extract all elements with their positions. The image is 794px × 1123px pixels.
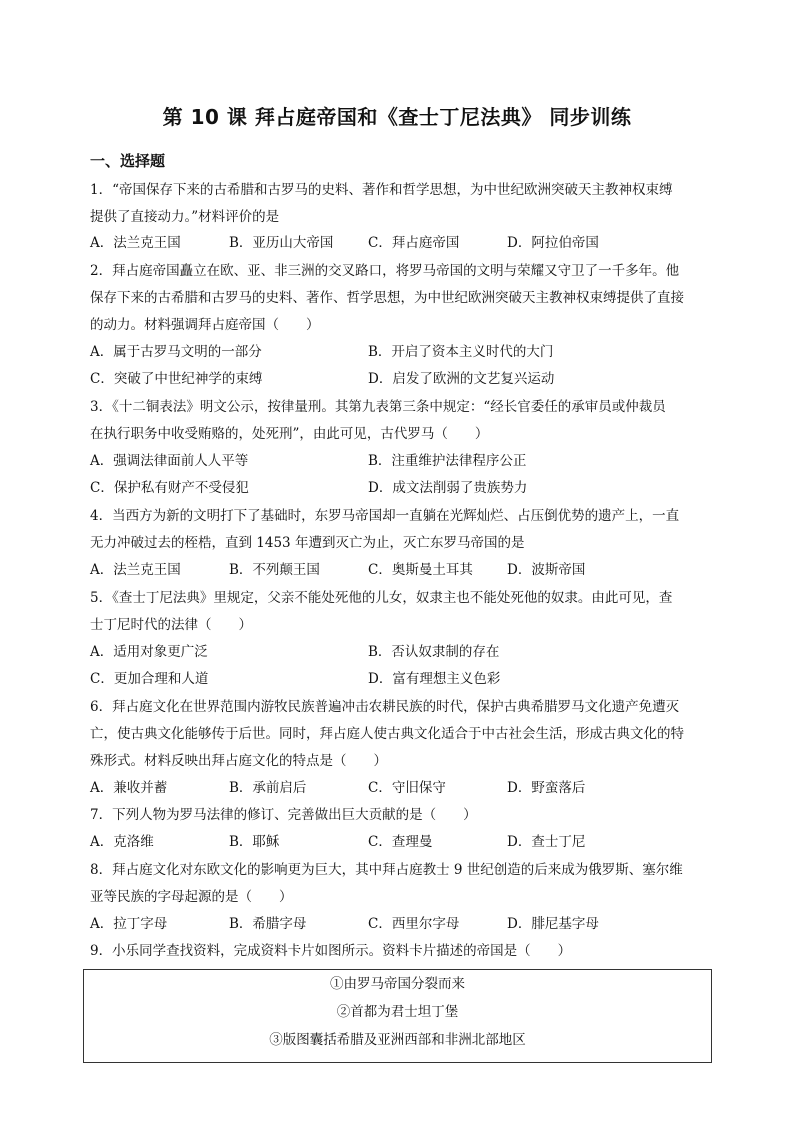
question-6-line-1: 6．拜占庭文化在世界范围内游牧民族普遍冲击农耕民族的时代，保护古典希腊罗马文化遗产免遭灭 <box>90 699 680 715</box>
question-3-line-2: 在执行职务中收受贿赂的，处死刑”，由此可见，古代罗马（ ） <box>90 426 489 442</box>
question-5-option-a: A．适用对象更广泛 <box>90 644 208 660</box>
question-6-option-c: C．守旧保守 <box>368 780 446 796</box>
question-8-option-c: C．西里尔字母 <box>368 916 460 932</box>
section-heading: 一、选择题 <box>90 152 166 170</box>
question-4-line-2: 无力冲破过去的桎梏，直到 1453 年遭到灭亡为止，灭亡东罗马帝国的是 <box>90 535 525 551</box>
question-7-option-d: D．查士丁尼 <box>507 834 586 850</box>
info-card-item-3: ③版图囊括希腊及亚洲西部和非洲北部地区 <box>269 1032 526 1048</box>
question-3-option-b: B．注重维护法律程序公正 <box>368 453 527 469</box>
question-1-option-b: B．亚历山大帝国 <box>229 235 334 251</box>
question-1-line-1: 1．“帝国保存下来的古希腊和古罗马的史料、著作和哲学思想，为中世纪欧洲突破天主教神权束缚 <box>90 182 673 198</box>
question-3-line-1: 3．《十二铜表法》明文公示，按律量刑。其第九表第三条中规定：“经长官委任的承审员或仲裁员 <box>90 399 666 415</box>
question-5-option-d: D．富有理想主义色彩 <box>368 671 501 687</box>
question-7-line-1: 7．下列人物为罗马法律的修订、完善做出巨大贡献的是（ ） <box>90 807 477 823</box>
question-6-option-a: A．兼收并蓄 <box>90 780 168 796</box>
question-7-option-c: C．查理曼 <box>368 834 433 850</box>
question-7-option-b: B．耶稣 <box>229 834 280 850</box>
question-6-line-3: 殊形式。材料反映出拜占庭文化的特点是（ ） <box>90 753 387 769</box>
question-5-option-b: B．否认奴隶制的存在 <box>368 644 500 660</box>
question-8-line-2: 亚等民族的字母起源的是（ ） <box>90 889 293 905</box>
question-5-option-c: C．更加合理和人道 <box>90 671 209 687</box>
question-1-option-d: D．阿拉伯帝国 <box>507 235 599 251</box>
question-9-line-1: 9．小乐同学查找资料，完成资料卡片如图所示。资料卡片描述的帝国是（ ） <box>90 943 572 959</box>
question-2-option-b: B．开启了资本主义时代的大门 <box>368 344 554 360</box>
question-1-line-2: 提供了直接动力。”材料评价的是 <box>90 209 280 225</box>
question-8-option-d: D．腓尼基字母 <box>507 916 599 932</box>
question-5-line-1: 5．《查士丁尼法典》里规定，父亲不能处死他的儿女，奴隶主也不能处死他的奴隶。由此可见，查 <box>90 590 673 606</box>
question-1-option-a: A．法兰克王国 <box>90 235 181 251</box>
question-8-option-b: B．希腊字母 <box>229 916 307 932</box>
question-6-option-b: B．承前启后 <box>229 780 307 796</box>
question-4-option-a: A．法兰克王国 <box>90 562 181 578</box>
question-2-option-a: A．属于古罗马文明的一部分 <box>90 344 262 360</box>
question-4-option-c: C．奥斯曼土耳其 <box>368 562 473 578</box>
question-6-line-2: 亡，使古典文化能够传于后世。同时，拜占庭人使古典文化适合于中古社会生活，形成古典文化的特 <box>90 726 684 742</box>
question-5-line-2: 士丁尼时代的法律（ ） <box>90 617 252 633</box>
question-4-option-b: B．不列颠王国 <box>229 562 320 578</box>
question-2-option-d: D．启发了欧洲的文艺复兴运动 <box>368 371 555 387</box>
info-card-item-2: ②首都为君士坦丁堡 <box>336 1004 459 1020</box>
info-card <box>83 969 712 1063</box>
question-2-line-1: 2．拜占庭帝国矗立在欧、亚、非三洲的交叉路口，将罗马帝国的文明与荣耀又守卫了一千多年。他 <box>90 263 680 279</box>
question-2-option-c: C．突破了中世纪神学的束缚 <box>90 371 263 387</box>
question-8-line-1: 8．拜占庭文化对东欧文化的影响更为巨大，其中拜占庭教士 9 世纪创造的后来成为俄罗斯、塞尔维 <box>90 862 683 878</box>
question-3-option-c: C．保护私有财产不受侵犯 <box>90 480 249 496</box>
page-title: 第 10 课 拜占庭帝国和《查士丁尼法典》 同步训练 <box>162 105 632 129</box>
info-card-item-1: ①由罗马帝国分裂而来 <box>330 976 465 992</box>
question-2-line-2: 保存下来的古希腊和古罗马的史料、著作、哲学思想，为中世纪欧洲突破天主教神权束缚提供了直接 <box>90 290 684 306</box>
question-6-option-d: D．野蛮落后 <box>507 780 586 796</box>
question-1-option-c: C．拜占庭帝国 <box>368 235 460 251</box>
question-4-option-d: D．波斯帝国 <box>507 562 586 578</box>
question-8-option-a: A．拉丁字母 <box>90 916 168 932</box>
question-3-option-a: A．强调法律面前人人平等 <box>90 453 249 469</box>
question-3-option-d: D．成文法削弱了贵族势力 <box>368 480 528 496</box>
question-2-line-3: 的动力。材料强调拜占庭帝国（ ） <box>90 317 320 333</box>
question-4-line-1: 4．当西方为新的文明打下了基础时，东罗马帝国却一直躺在光辉灿烂、占压倒优势的遗产上，一直 <box>90 508 680 524</box>
question-7-option-a: A．克洛维 <box>90 834 154 850</box>
